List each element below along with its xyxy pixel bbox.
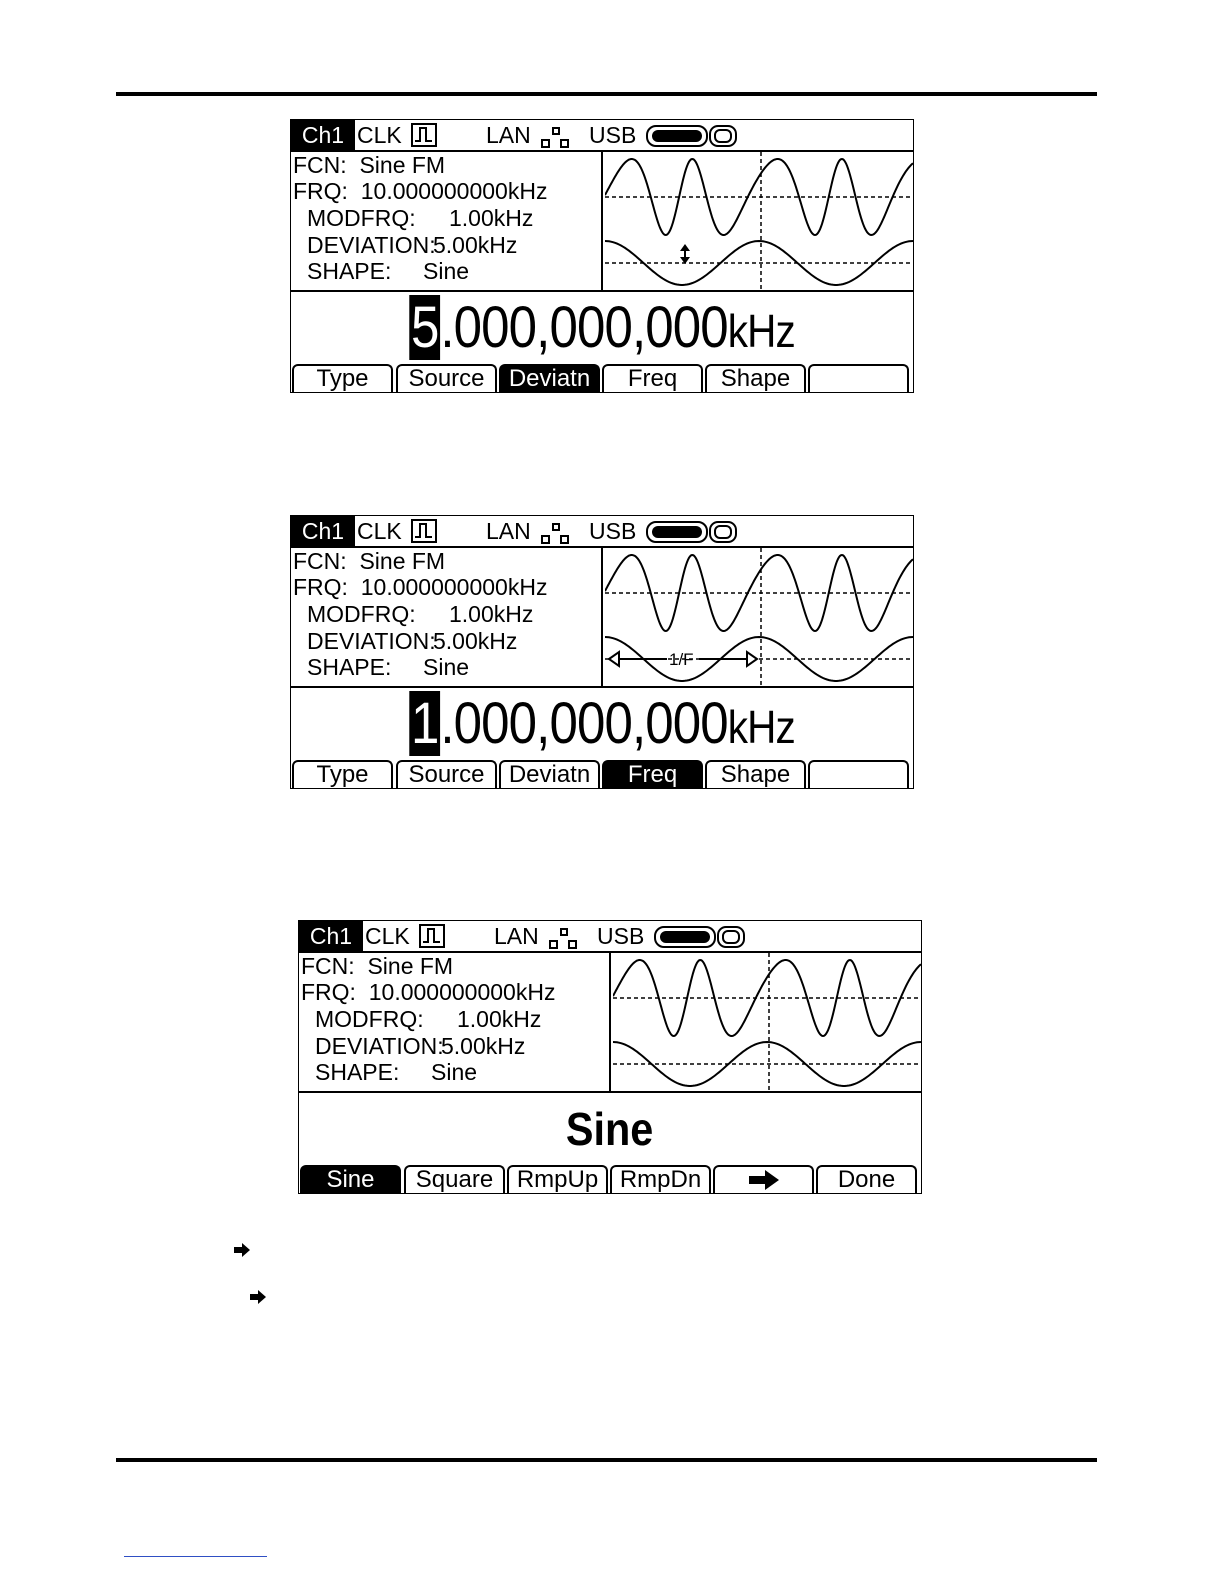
modfrq-row (307, 205, 533, 232)
shape-label: SHAPE: (307, 654, 392, 680)
lcd-screen-deviation (290, 119, 914, 393)
usb-stick-icon (646, 125, 708, 147)
clock-square-icon (419, 924, 445, 948)
numeric-value (409, 688, 795, 763)
modfrq-label: MODFRQ: (315, 1006, 424, 1032)
numeric-value (409, 292, 795, 367)
value-digits: .000,000,000 (440, 691, 728, 756)
channel-indicator: Ch1 (291, 516, 355, 546)
fcn-value: Sine FM (359, 152, 446, 178)
fcn-row (293, 548, 445, 575)
usb-label: USB (589, 518, 637, 544)
softkey-rmpdn[interactable]: RmpDn (610, 1165, 711, 1193)
arrow-right-icon (747, 1169, 781, 1191)
selected-shape-name: Sine (566, 1103, 654, 1155)
fcn-row (293, 152, 445, 179)
clk-label: CLK (357, 122, 402, 148)
clk-label: CLK (357, 518, 402, 544)
frq-label: FRQ: (293, 178, 348, 204)
softkey-type[interactable]: Type (292, 760, 393, 788)
deviation-label: DEVIATION: (315, 1033, 444, 1059)
fcn-label: FCN: (301, 953, 355, 979)
fcn-value: Sine FM (359, 548, 446, 574)
deviation-value: 5.00kHz (441, 1033, 526, 1059)
waveform-preview (605, 152, 913, 290)
softkey-shape[interactable]: Shape (705, 364, 806, 392)
header-rule (116, 92, 1097, 96)
period-label: 1/F (669, 650, 694, 669)
frq-value: 10.000000000kHz (360, 178, 548, 204)
usb-label: USB (597, 923, 645, 949)
value-unit: kHz (727, 701, 795, 753)
waveform-preview (605, 548, 913, 686)
clock-square-icon (411, 519, 437, 543)
usb-label: USB (589, 122, 637, 148)
usb-stick-icon (654, 926, 716, 948)
softkey-bar (291, 760, 913, 788)
deviation-value: 5.00kHz (433, 232, 518, 258)
shape-value: Sine (423, 258, 470, 284)
softkey-deviatn[interactable]: Deviatn (499, 364, 600, 392)
value-digits: .000,000,000 (440, 295, 728, 360)
frq-row (293, 178, 547, 205)
shape-row (315, 1059, 477, 1086)
shape-row (307, 258, 469, 285)
arrow-right-icon (233, 1243, 251, 1257)
deviation-value: 5.00kHz (433, 628, 518, 654)
modfrq-label: MODFRQ: (307, 601, 416, 627)
frq-value: 10.000000000kHz (360, 574, 548, 600)
softkey-freq[interactable]: Freq (602, 760, 703, 788)
lan-label: LAN (486, 518, 531, 544)
softkey-source[interactable]: Source (396, 760, 497, 788)
modfrq-row (307, 601, 533, 628)
softkey-rmpup[interactable]: RmpUp (507, 1165, 608, 1193)
softkey-type[interactable]: Type (292, 364, 393, 392)
softkey-square[interactable]: Square (404, 1165, 505, 1193)
lcd-screen-freq (290, 515, 914, 789)
parameter-list (291, 548, 603, 686)
modfrq-value: 1.00kHz (449, 205, 534, 231)
softkey-more[interactable] (713, 1165, 814, 1193)
fcn-label: FCN: (293, 548, 347, 574)
numeric-entry[interactable] (291, 688, 913, 760)
shape-row (307, 654, 469, 681)
channel-indicator: Ch1 (291, 120, 355, 150)
deviation-row (307, 232, 517, 259)
value-unit: kHz (727, 305, 795, 357)
deviation-label: DEVIATION: (307, 628, 436, 654)
clock-square-icon (411, 123, 437, 147)
edit-cursor-digit: 5 (410, 295, 439, 360)
fcn-value: Sine FM (367, 953, 454, 979)
modfrq-label: MODFRQ: (307, 205, 416, 231)
clk-label: CLK (365, 923, 410, 949)
waveform-preview (613, 953, 921, 1091)
deviation-label: DEVIATION: (307, 232, 436, 258)
softkey-bar (291, 364, 913, 392)
parameter-list (299, 953, 611, 1091)
modfrq-value: 1.00kHz (449, 601, 534, 627)
frq-value: 10.000000000kHz (368, 979, 556, 1005)
frq-label: FRQ: (293, 574, 348, 600)
shape-label: SHAPE: (307, 258, 392, 284)
shape-label: SHAPE: (315, 1059, 400, 1085)
frq-label: FRQ: (301, 979, 356, 1005)
remote-lock-icon (709, 521, 737, 543)
numeric-entry[interactable] (291, 292, 913, 364)
shape-display (299, 1093, 921, 1165)
remote-lock-icon (709, 125, 737, 147)
network-icon (541, 523, 571, 545)
lcd-screen-shape (298, 920, 922, 1194)
footer-rule (116, 1458, 1097, 1462)
softkey-deviatn[interactable]: Deviatn (499, 760, 600, 788)
modfrq-row (315, 1006, 541, 1033)
status-bar (291, 120, 913, 152)
footer-link-underline (124, 1556, 267, 1557)
fcn-row (301, 953, 453, 980)
modfrq-value: 1.00kHz (457, 1006, 542, 1032)
edit-cursor-digit: 1 (410, 691, 439, 756)
network-icon (541, 127, 571, 149)
softkey-freq[interactable]: Freq (602, 364, 703, 392)
softkey-bar (299, 1165, 921, 1193)
lan-label: LAN (486, 122, 531, 148)
softkey-source[interactable]: Source (396, 364, 497, 392)
softkey-done[interactable]: Done (816, 1165, 917, 1193)
fcn-label: FCN: (293, 152, 347, 178)
softkey-shape[interactable]: Shape (705, 760, 806, 788)
arrow-right-icon (249, 1290, 267, 1304)
deviation-row (315, 1033, 525, 1060)
frq-row (293, 574, 547, 601)
softkey-blank[interactable] (808, 760, 909, 788)
remote-lock-icon (717, 926, 745, 948)
usb-stick-icon (646, 521, 708, 543)
parameter-list (291, 152, 603, 290)
network-icon (549, 928, 579, 950)
channel-indicator: Ch1 (299, 921, 363, 951)
lan-label: LAN (494, 923, 539, 949)
shape-value: Sine (423, 654, 470, 680)
softkey-sine[interactable]: Sine (300, 1165, 401, 1193)
deviation-row (307, 628, 517, 655)
deviation-arrow-icon (680, 244, 690, 264)
shape-value: Sine (431, 1059, 478, 1085)
softkey-blank[interactable] (808, 364, 909, 392)
status-bar (299, 921, 921, 953)
status-bar (291, 516, 913, 548)
frq-row (301, 979, 555, 1006)
